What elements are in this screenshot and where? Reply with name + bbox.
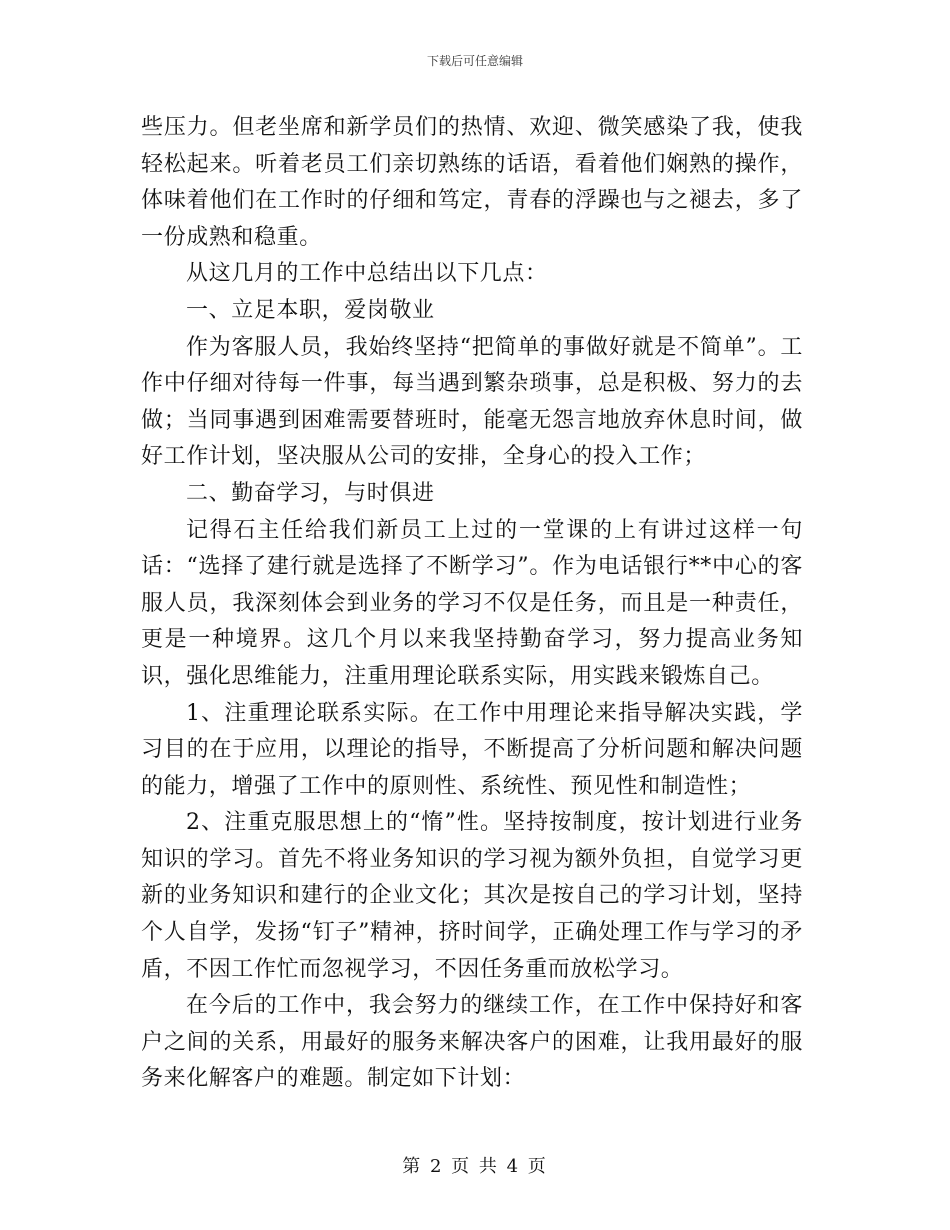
paragraph-plan-intro: 在今后的工作中，我会努力的继续工作，在工作中保持好和客户之间的关系，用最好的服务来解决客户的困难，让我用最好的服务来化解客户的难题。制定如下计划： — [141, 993, 803, 1092]
paragraph-continuation: 些压力。但老坐席和新学员们的热情、欢迎、微笑感染了我，使我轻松起来。听着老员工们亲切熟练的话语，看着他们娴熟的操作，体味着他们在工作时的仔细和笃定，青春的浮躁也与之褪去，多了一份成熟和稳重。 — [141, 115, 803, 250]
page-header: 下载后可任意编辑 — [426, 54, 523, 68]
paragraph-section-1: 作为客服人员，我始终坚持“把简单的事做好就是不简单”。工作中仔细对待每一件事，每当遇到繁杂琐事，总是积极、努力的去做；当同事遇到困难需要替班时，能毫无怨言地放弃休息时间，做好工作计划，坚决服从公司的安排，全身心的投入工作； — [141, 334, 803, 470]
section-heading-1: 一、立足本职，爱岗敬业 — [186, 297, 435, 323]
paragraph-point-1: 1、注重理论联系实际。在工作中用理论来指导解决实践，学习目的在于应用，以理论的指导，不断提高了分析问题和解决问题的能力，增强了工作中的原则性、系统性、预见性和制造性； — [141, 700, 803, 799]
section-heading-2: 二、勤奋学习，与时俱进 — [186, 480, 435, 506]
document-body — [141, 110, 803, 1098]
paragraph-summary-intro: 从这几月的工作中总结出以下几点： — [186, 261, 548, 287]
paragraph-section-2: 记得石主任给我们新员工上过的一堂课的上有讲过这样一句话：“选择了建行就是选择了不断学习”。作为电话银行**中心的客服人员，我深刻体会到业务的学习不仅是任务，而且是一种责任，更是一种境界。这几个月以来我坚持勤奋学习，努力提高业务知识，强化思维能力，注重用理论联系实际，用实践来锻炼自己。 — [141, 517, 803, 689]
page-number: 第 2 页 共 4 页 — [402, 1156, 548, 1177]
paragraph-point-2: 2、注重克服思想上的“惰”性。坚持按制度，按计划进行业务知识的学习。首先不将业务知识的学习视为额外负担，自觉学习更新的业务知识和建行的企业文化；其次是按自己的学习计划，坚持个人自学，发扬“钉子”精神，挤时间学，正确处理工作与学习的矛盾，不因工作忙而忽视学习，不因任务重而放松学习。 — [141, 810, 803, 982]
